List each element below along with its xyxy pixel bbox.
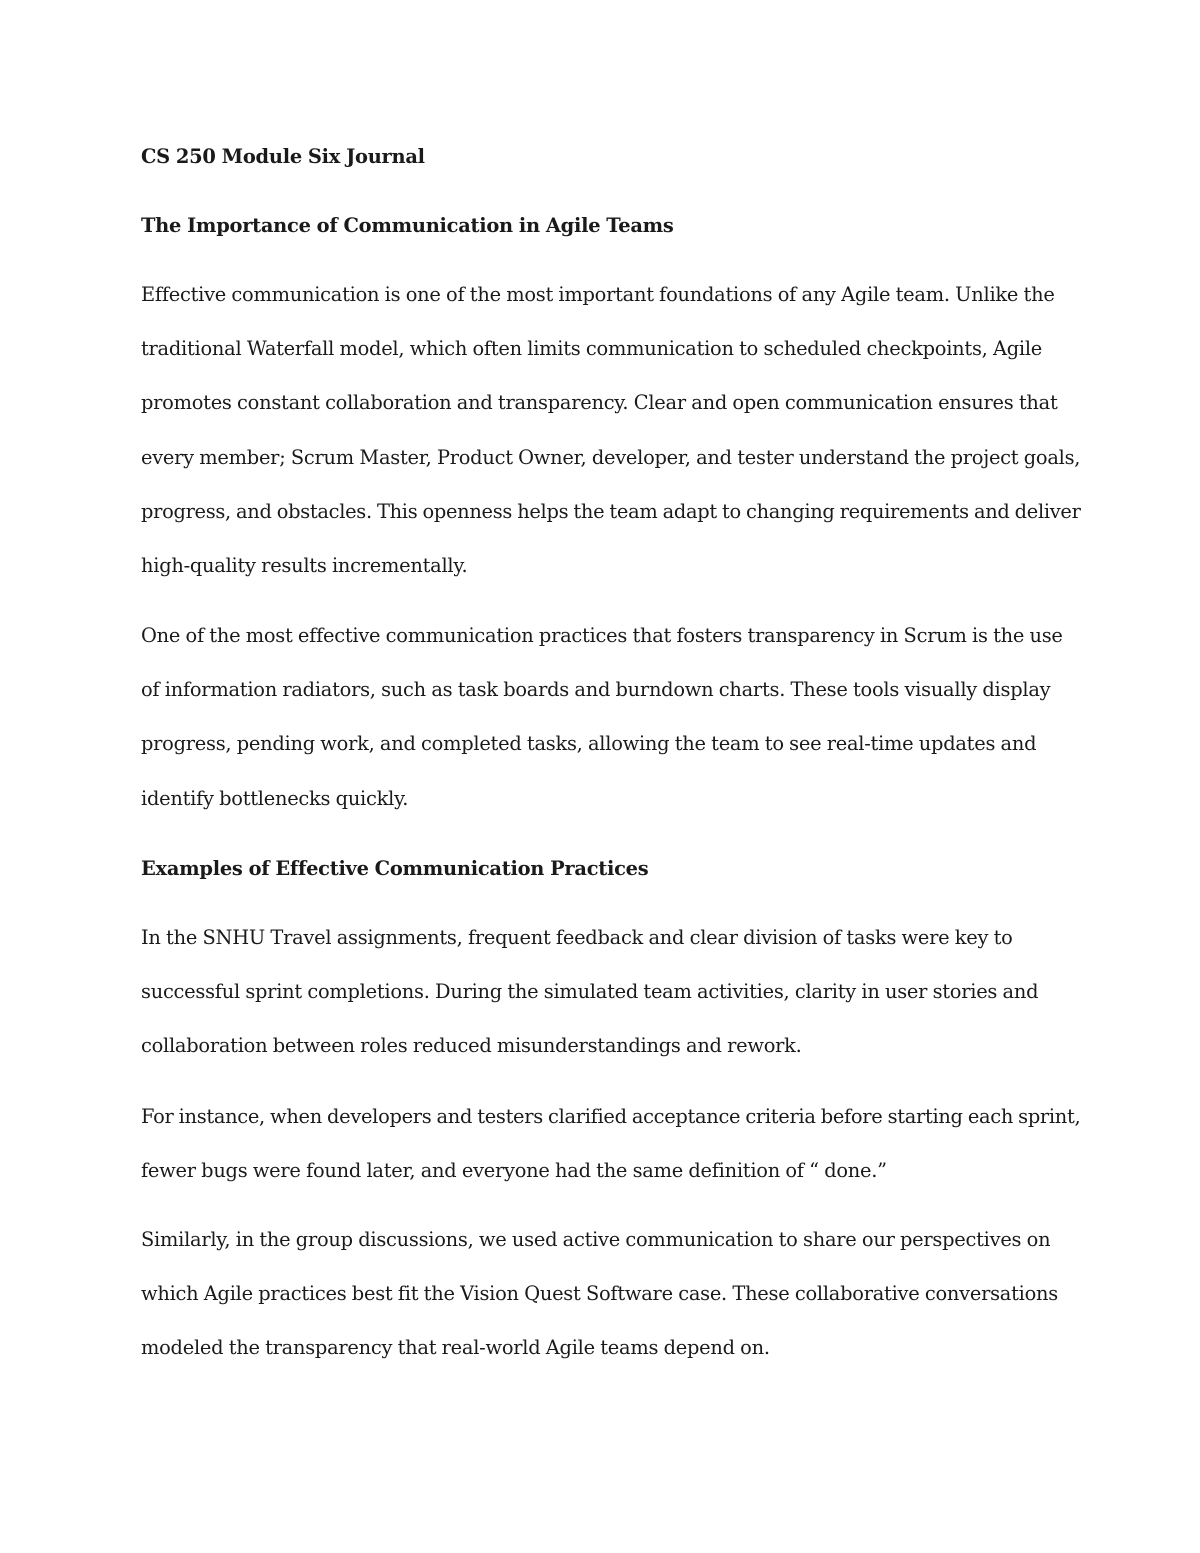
paragraph-line: One of the most effective communication practices that fosters transparency in Scrum is the use [141, 624, 1063, 647]
paragraph-line: progress, and obstacles. This openness helps the team adapt to changing requirements and deliver [141, 499, 1081, 523]
section-heading-examples: Examples of Effective Communication Practices [141, 857, 649, 880]
paragraph-line: Similarly, in the group discussions, we used active communication to share our perspectives on [141, 1228, 1051, 1251]
paragraph-line: Effective communication is one of the most important foundations of any Agile team. Unlike the [141, 283, 1055, 306]
paragraph-line: of information radiators, such as task boards and burndown charts. These tools visually display [141, 678, 1051, 702]
paragraph-line: For instance, when developers and testers clarified acceptance criteria before starting each sprint, [141, 1105, 1081, 1128]
paragraph-line: successful sprint completions. During the simulated team activities, clarity in user stories and [141, 980, 1039, 1004]
section-heading-importance: The Importance of Communication in Agile Teams [141, 214, 674, 237]
paragraph-line: In the SNHU Travel assignments, frequent feedback and clear division of tasks were key to [141, 926, 1013, 949]
paragraph-line: every member; Scrum Master, Product Owner, developer, and tester understand the project goals, [141, 445, 1081, 469]
document-title: CS 250 Module Six Journal [141, 145, 425, 168]
paragraph-line: progress, pending work, and completed tasks, allowing the team to see real-time updates and [141, 732, 1037, 756]
paragraph-line: collaboration between roles reduced misunderstandings and rework. [141, 1034, 802, 1058]
paragraph-line: promotes constant collaboration and transparency. Clear and open communication ensures that [141, 391, 1058, 415]
paragraph-line: traditional Waterfall model, which often limits communication to scheduled checkpoints, Agile [141, 337, 1043, 361]
paragraph-group-discussions [141, 1213, 1081, 1376]
paragraph-snhu-travel [141, 911, 1081, 1074]
paragraph-line: high-quality results incrementally. [141, 553, 468, 577]
paragraph-acceptance-criteria [141, 1090, 1081, 1198]
paragraph-line: modeled the transparency that real-world Agile teams depend on. [141, 1336, 770, 1360]
paragraph-line: which Agile practices best fit the Vision Quest Software case. These collaborative conversations [141, 1282, 1058, 1306]
paragraph-line: identify bottlenecks quickly. [141, 786, 409, 810]
paragraph-information-radiators [141, 609, 1081, 826]
paragraph-intro [141, 268, 1081, 593]
paragraph-line: fewer bugs were found later, and everyone had the same definition of “ done.” [141, 1159, 887, 1183]
